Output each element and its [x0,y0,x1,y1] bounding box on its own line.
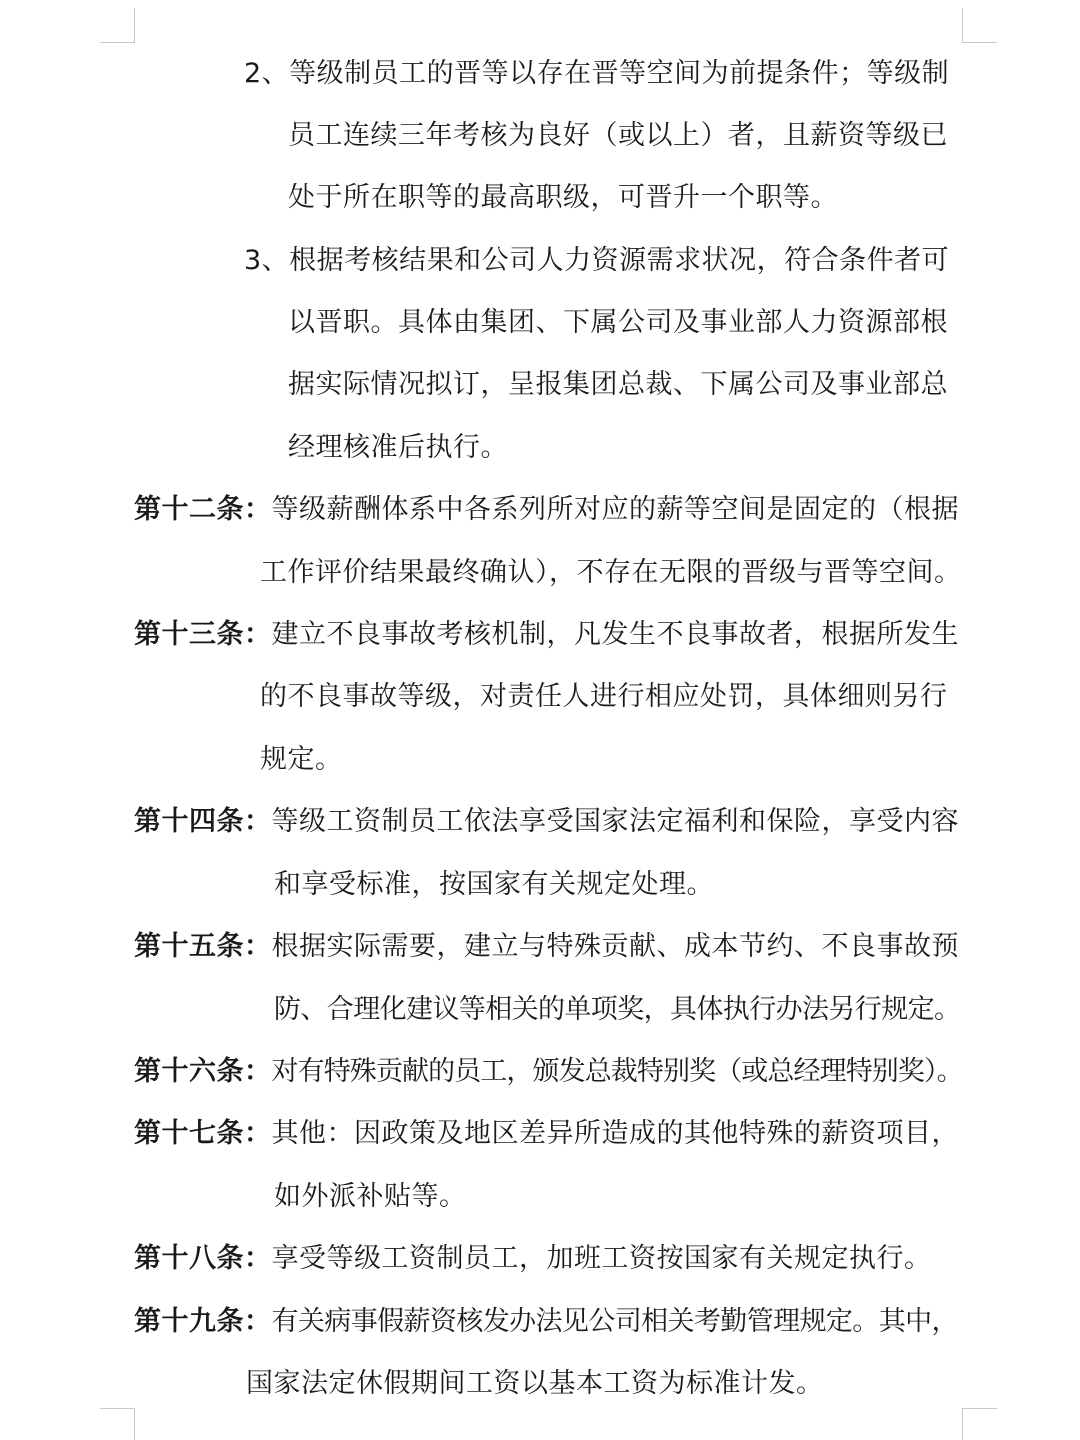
article-label: 第十七条： [134,1118,272,1149]
text-line: 3、根据考核结果和公司人力资源需求状况，符合条件者可 [244,245,950,276]
page-corner-mark-bottom-right [962,1408,997,1440]
text-line: 员工连续三年考核为良好（或以上）者，且薪资等级已 [288,120,948,151]
text-line: 国家法定休假期间工资以基本工资为标准计发。 [246,1368,824,1399]
article-label: 第十二条： [134,494,272,525]
article-label: 第十六条： [134,1056,272,1087]
text-line: 经理核准后执行。 [288,432,508,463]
text-line: 有关病事假薪资核发办法见公司相关考勤管理规定。其中， [271,1306,958,1337]
text-line: 的不良事故等级，对责任人进行相应处罚，具体细则另行 [260,681,948,712]
text-line: 规定。 [260,744,343,775]
article-label: 第十八条： [134,1243,272,1274]
article-label: 第十五条： [134,931,272,962]
text-line: 以晋职。具体由集团、下属公司及事业部人力资源部根 [288,307,948,338]
text-line: 建立不良事故考核机制，凡发生不良事故者，根据所发生 [271,619,959,650]
text-line: 其他：因政策及地区差异所造成的其他特殊的薪资项目， [271,1118,959,1149]
text-line: 根据实际需要，建立与特殊贡献、成本节约、不良事故预 [271,931,959,962]
text-line: 对有特殊贡献的员工，颁发总裁特别奖（或总经理特别奖）。 [271,1056,963,1087]
text-line: 等级工资制员工依法享受国家法定福利和保险，享受内容 [271,806,959,837]
text-line: 和享受标准，按国家有关规定处理。 [274,869,714,900]
page-corner-mark-top-right [962,8,997,43]
text-line: 据实际情况拟订，呈报集团总裁、下属公司及事业部总 [288,369,948,400]
text-line: 2、等级制员工的晋等以存在晋等空间为前提条件；等级制 [244,58,950,89]
page-corner-mark-bottom-left [100,1408,135,1440]
text-line: 等级薪酬体系中各系列所对应的薪等空间是固定的（根据 [271,494,959,525]
text-line: 如外派补贴等。 [274,1181,467,1212]
text-line: 享受等级工资制员工，加班工资按国家有关规定执行。 [271,1243,932,1274]
article-label: 第十三条： [134,619,272,650]
text-line: 工作评价结果最终确认），不存在无限的晋级与晋等空间。 [260,557,962,588]
article-label: 第十四条： [134,806,272,837]
page-corner-mark-top-left [100,8,135,43]
text-line: 处于所在职等的最高职级，可晋升一个职等。 [288,182,838,213]
text-line: 防、合理化建议等相关的单项奖，具体执行办法另行规定。 [274,994,961,1025]
article-label: 第十九条： [134,1306,272,1337]
